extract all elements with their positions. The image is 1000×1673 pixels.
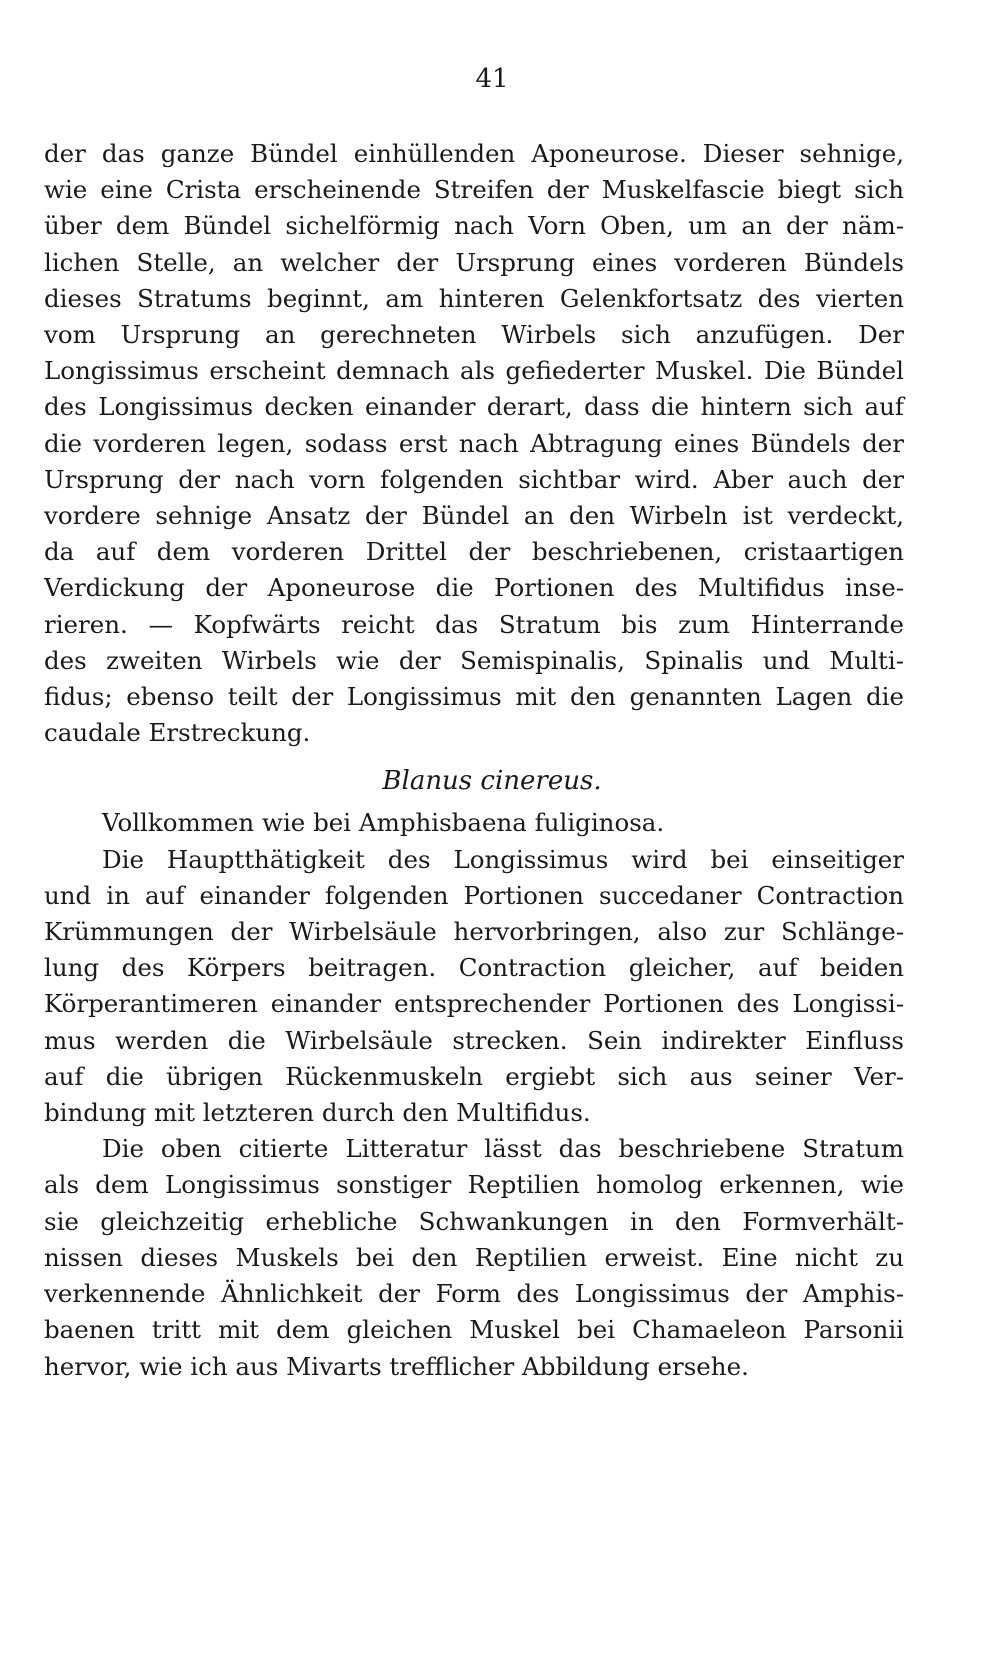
text-line: Ursprung der nach vorn folgenden sichtbar wird. Aber auch der bbox=[44, 464, 904, 494]
page-number: 41 bbox=[475, 64, 509, 94]
text-line: hervor, wie ich aus Mivarts trefflicher Abbildung ersehe. bbox=[44, 1351, 749, 1381]
paragraph-blanus-comparison bbox=[44, 805, 904, 841]
book-page bbox=[44, 64, 904, 1385]
text-line: der das ganze Bündel einhüllenden Aponeurose. Dieser sehnige, bbox=[44, 139, 904, 168]
text-line: caudale Erstreckung. bbox=[44, 718, 311, 748]
text-line: sie gleichzeitig erhebliche Schwankungen in den Formverhält- bbox=[44, 1206, 904, 1236]
text-line: verkennende Ähnlichkeit der Form des Longissimus der Amphis- bbox=[44, 1279, 904, 1309]
text-line: vordere sehnige Ansatz der Bündel an den Wirbeln ist verdeckt, bbox=[44, 501, 904, 531]
text-line: nissen dieses Muskels bei den Reptilien erweist. Eine nicht zu bbox=[44, 1242, 904, 1272]
text-line: mus werden die Wirbelsäule strecken. Sein indirekter Einfluss bbox=[44, 1025, 904, 1055]
section-heading-blanus-cinereus: Blanus cinereus. bbox=[382, 766, 602, 797]
text-line: Verdickung der Aponeurose die Portionen des Multifidus inse- bbox=[44, 573, 904, 603]
text-line: lichen Stelle, an welcher der Ursprung eines vorderen Bündels bbox=[44, 247, 904, 277]
text-line: da auf dem vorderen Drittel der beschriebenen, cristaartigen bbox=[44, 537, 904, 567]
text-line: Krümmungen der Wirbelsäule hervorbringen, also zur Schlänge- bbox=[44, 917, 904, 947]
text-line: fidus; ebenso teilt der Longissimus mit den genannten Lagen die bbox=[44, 682, 904, 712]
paragraph-longissimus-function bbox=[44, 842, 904, 1132]
text-line: vom Ursprung an gerechneten Wirbels sich anzufügen. Der bbox=[44, 320, 904, 350]
text-line: wie eine Crista erscheinende Streifen der Muskelfascie biegt sich bbox=[44, 175, 904, 205]
text-line: über dem Bündel sichelförmig nach Vorn Oben, um an der näm- bbox=[44, 211, 904, 241]
text-line: auf die übrigen Rückenmuskeln ergiebt sich aus seiner Ver- bbox=[44, 1061, 904, 1091]
text-line: Körperantimeren einander entsprechender Portionen des Longissi- bbox=[44, 989, 904, 1019]
text-line: Die oben citierte Litteratur lässt das beschriebene Stratum bbox=[102, 1134, 904, 1164]
text-line: baenen tritt mit dem gleichen Muskel bei Chamaeleon Parsonii bbox=[44, 1315, 904, 1345]
paragraph-literature-homology bbox=[44, 1131, 904, 1384]
text-line: und in auf einander folgenden Portionen succedaner Contraction bbox=[44, 880, 904, 910]
text-line: lung des Körpers beitragen. Contraction gleicher, auf beiden bbox=[44, 953, 904, 983]
text-line: Die Hauptthätigkeit des Longissimus wird bei einseitiger bbox=[102, 844, 904, 874]
text-line: bindung mit letzteren durch den Multifidus. bbox=[44, 1098, 591, 1128]
text-line: dieses Stratums beginnt, am hinteren Gelenkfortsatz des vierten bbox=[44, 283, 904, 313]
text-line: die vorderen legen, sodass erst nach Abtragung eines Bündels der bbox=[44, 428, 904, 458]
text-line: Vollkommen wie bei Amphisbaena fuliginosa. bbox=[102, 808, 665, 838]
text-line: Longissimus erscheint demnach als gefiederter Muskel. Die Bündel bbox=[44, 356, 904, 386]
text-line: als dem Longissimus sonstiger Reptilien homolog erkennen, wie bbox=[44, 1170, 904, 1200]
text-line: des Longissimus decken einander derart, dass die hintern sich auf bbox=[44, 392, 904, 422]
text-line: des zweiten Wirbels wie der Semispinalis, Spinalis und Multi- bbox=[44, 645, 904, 675]
text-line: rieren. — Kopfwärts reicht das Stratum bis zum Hinterrande bbox=[44, 609, 904, 639]
paragraph-longissimus-structure bbox=[44, 136, 904, 751]
